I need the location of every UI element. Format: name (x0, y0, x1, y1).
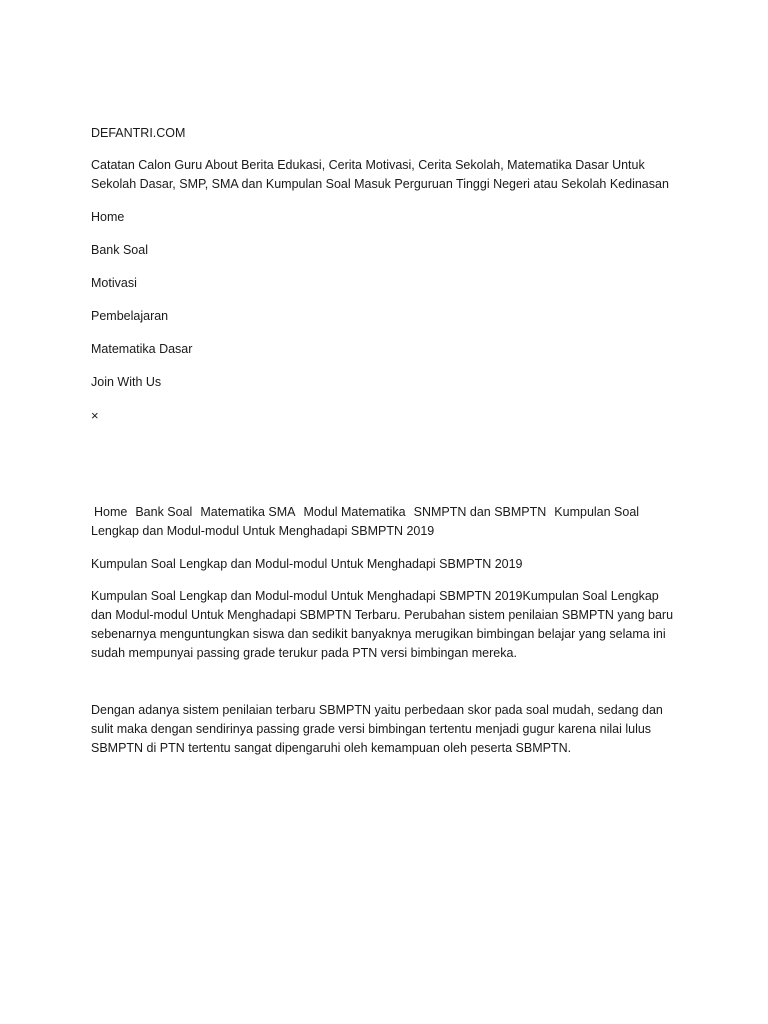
article-paragraph-1: Kumpulan Soal Lengkap dan Modul-modul Untuk Menghadapi SBMPTN 2019Kumpulan Soal Lengkap dan Modul-modul Untuk Menghadapi SBMPTN Terbaru. Perubahan sistem penilaian SBMPTN yang baru sebenarnya menguntungkan siswa dan sedikit banyaknya merugikan bimbingan belajar yang selama ini sudah mempunyai passing grade terukur pada PTN versi bimbingan mereka. (91, 589, 674, 660)
breadcrumb-bank-soal[interactable]: Bank Soal (135, 505, 193, 519)
breadcrumb-matematika-sma[interactable]: Matematika SMA (200, 505, 296, 519)
breadcrumb-snmptn-sbmptn[interactable]: SNMPTN dan SBMPTN (413, 505, 547, 519)
breadcrumb (91, 503, 681, 541)
menu-item-pembelajaran[interactable]: Pembelajaran (91, 309, 169, 323)
menu-item-matematika-dasar[interactable]: Matematika Dasar (91, 342, 193, 356)
breadcrumb-home[interactable]: Home (94, 505, 128, 519)
close-icon[interactable]: × (91, 408, 99, 423)
breadcrumb-modul-matematika[interactable]: Modul Matematika (303, 505, 406, 519)
article-paragraph-2: Dengan adanya sistem penilaian terbaru SBMPTN yaitu perbedaan skor pada soal mudah, sedang dan sulit maka dengan sendirinya passing grade versi bimbingan tertentu menjadi gugur karena nilai lulus SBMPTN di PTN tertentu sangat dipengaruhi oleh kemampuan oleh peserta SBMPTN. (91, 703, 663, 755)
menu-item-bank-soal[interactable]: Bank Soal (91, 243, 148, 257)
menu-item-join-with-us[interactable]: Join With Us (91, 375, 162, 389)
main-menu (91, 208, 681, 425)
menu-item-home[interactable]: Home (91, 210, 125, 224)
site-title[interactable]: DEFANTRI.COM (91, 126, 186, 140)
breadcrumb-current: Kumpulan Soal Lengkap dan Modul-modul Untuk Menghadapi SBMPTN 2019 (91, 505, 640, 538)
document-page (91, 124, 681, 758)
menu-item-motivasi[interactable]: Motivasi (91, 276, 137, 290)
site-tagline: Catatan Calon Guru About Berita Edukasi, Cerita Motivasi, Cerita Sekolah, Matematika Dasar Untuk Sekolah Dasar, SMP, SMA dan Kumpulan Soal Masuk Perguruan Tinggi Negeri atau Sekolah Kedinasan (91, 158, 669, 191)
article-title: Kumpulan Soal Lengkap dan Modul-modul Untuk Menghadapi SBMPTN 2019 (91, 557, 523, 571)
